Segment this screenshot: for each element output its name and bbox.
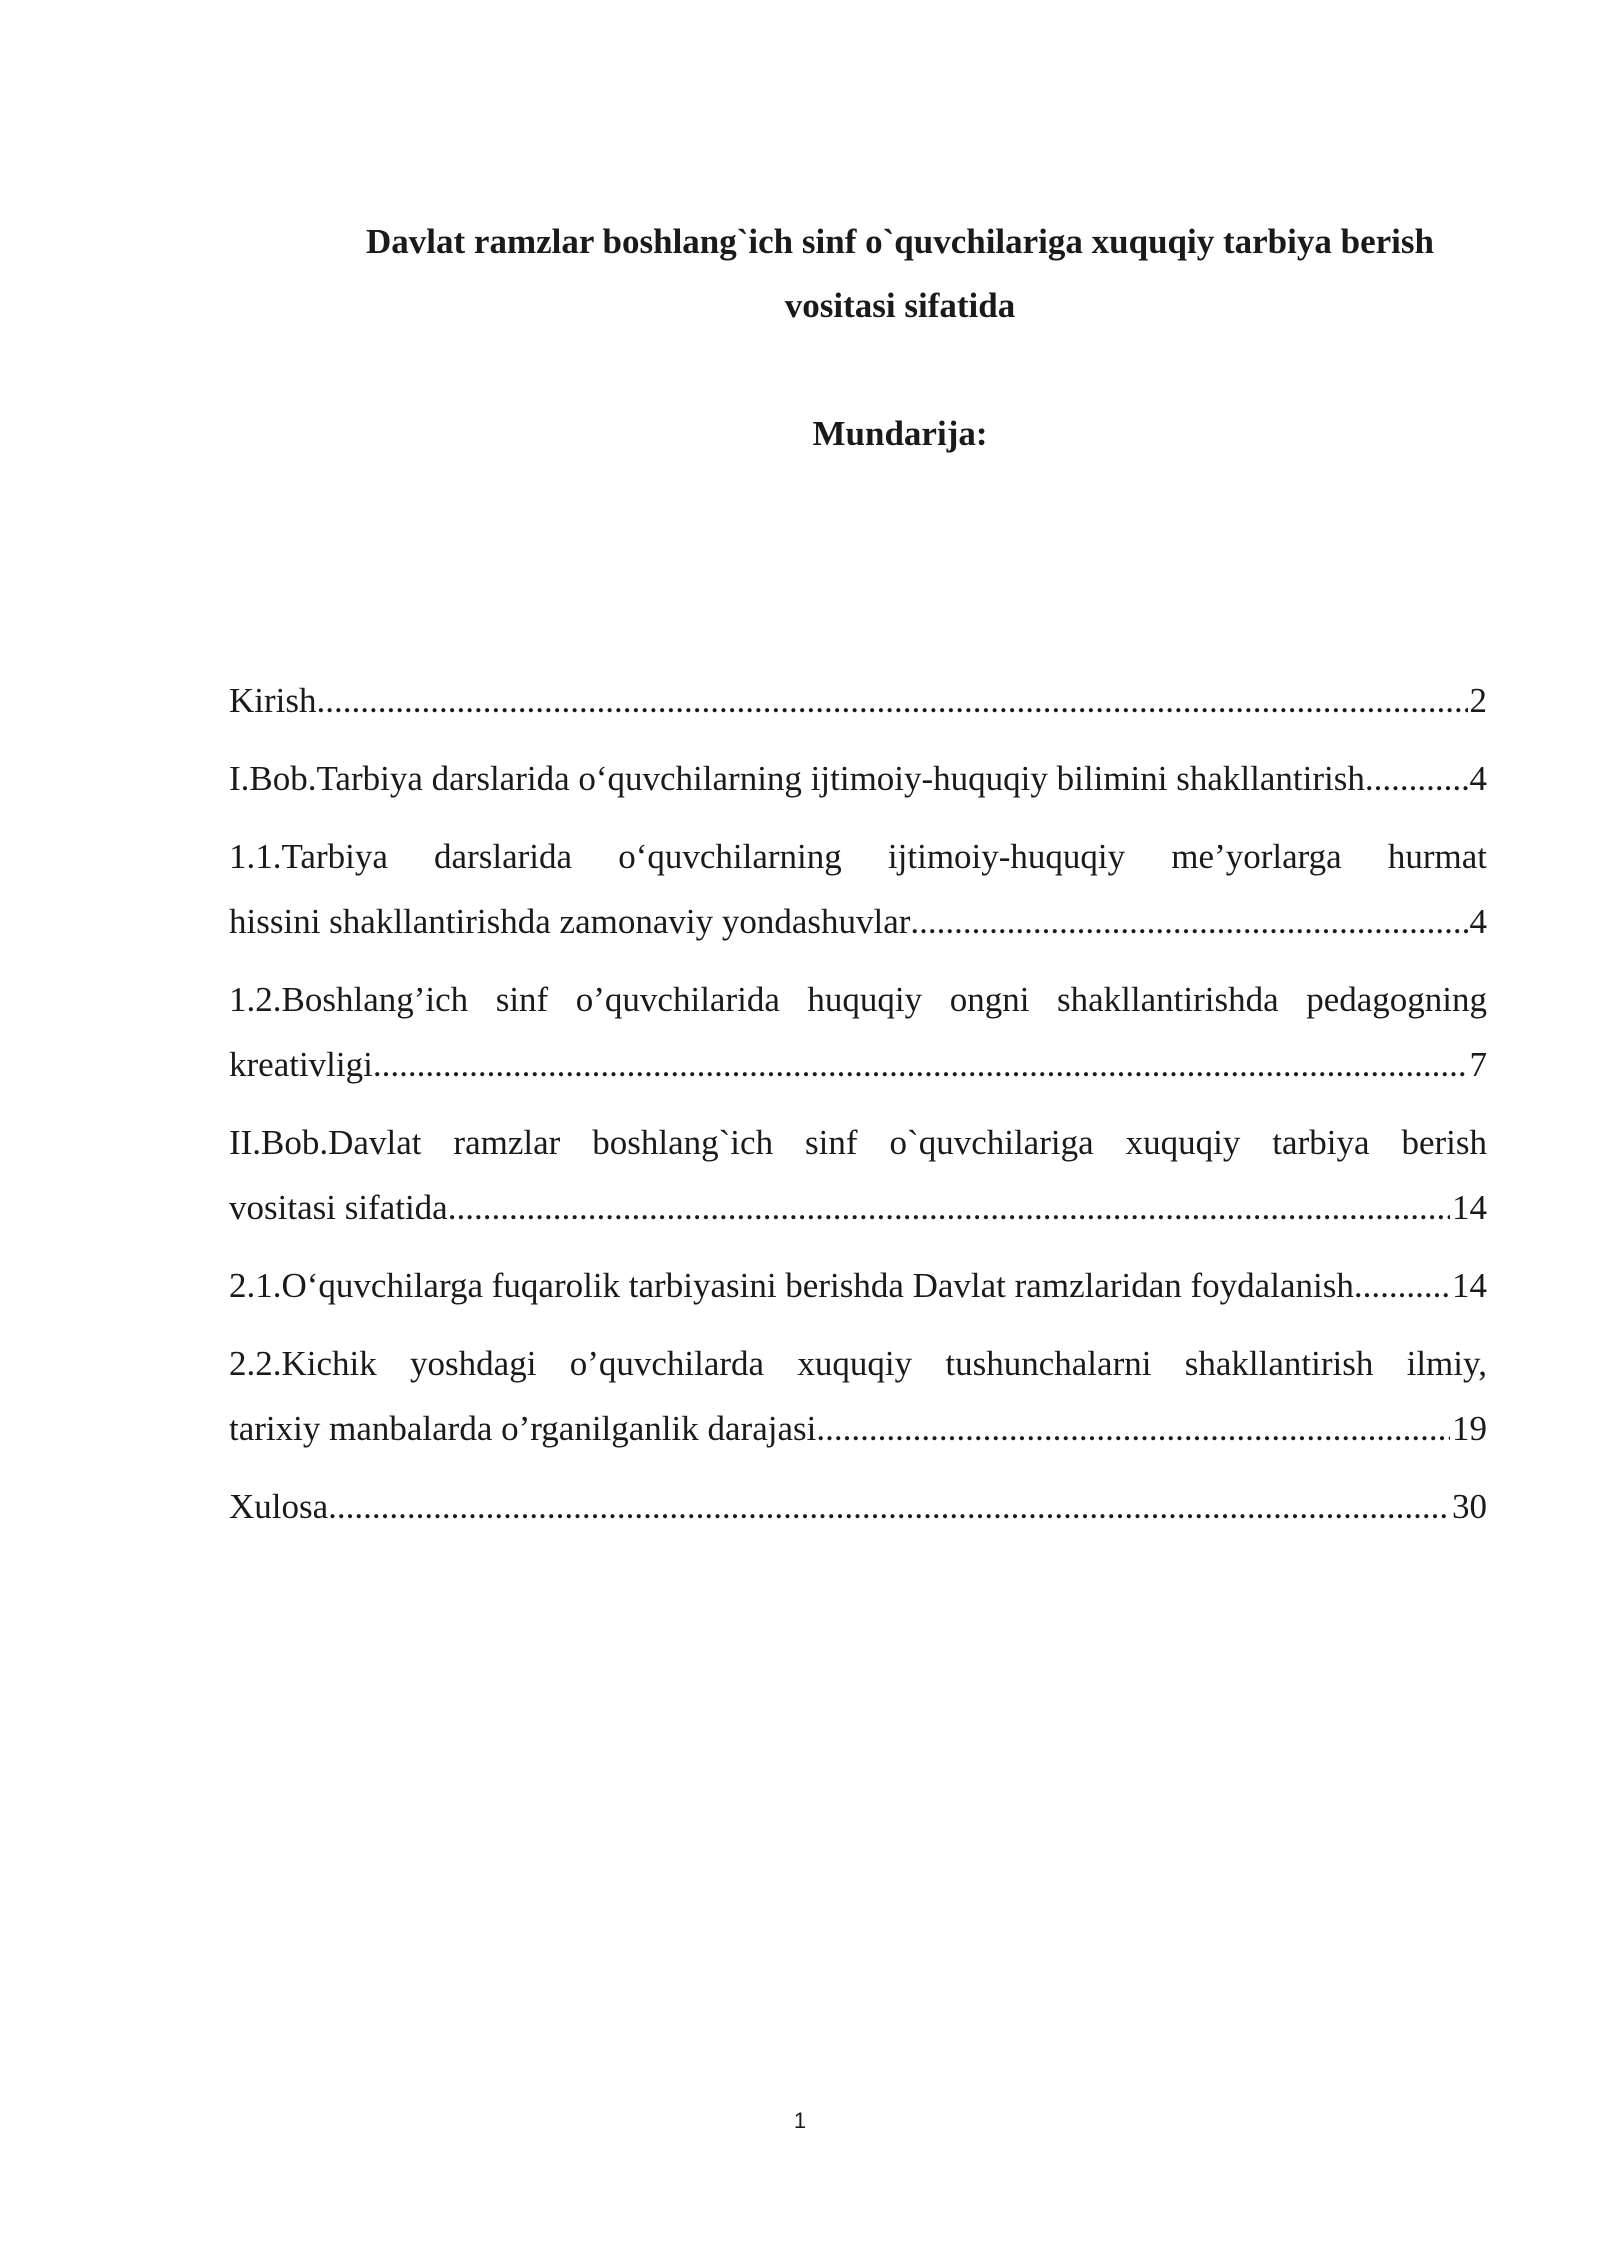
toc-entry-page: 2 (1469, 681, 1487, 720)
page-number: 1 (793, 2108, 807, 2133)
toc-entry-title: Xulosa (229, 1487, 329, 1526)
toc-entry[interactable] (229, 668, 1487, 733)
toc-leader-dots (328, 1474, 1450, 1539)
document-title (300, 210, 1500, 338)
toc-entry-page: 4 (1469, 759, 1487, 798)
document-title-line-1: Davlat ramzlar boshlang`ich sinf o`quvchilariga xuquqiy tarbiya berish (366, 222, 1434, 261)
toc-entry-title: 2.1.O‘quvchilarga fuqarolik tarbiyasini berishda Davlat ramzlaridan foydalanish. (229, 1266, 1363, 1305)
toc-entry-page: 7 (1469, 1045, 1487, 1084)
toc-entry-line (229, 1474, 1487, 1539)
toc-entry[interactable] (229, 1331, 1487, 1461)
toc-entry-line (229, 1175, 1487, 1240)
toc-entry[interactable] (229, 967, 1487, 1097)
toc-entry[interactable] (229, 824, 1487, 954)
toc-entry-line: 1.1.Tarbiya darslarida o‘quvchilarning ijtimoiy-huquqiy me’yorlarga hurmat (229, 837, 1487, 876)
toc-leader-dots (317, 668, 1468, 733)
toc-entry-page: 30 (1452, 1487, 1487, 1526)
toc-leader-dots (448, 1175, 1450, 1240)
toc-entry-line: 1.2.Boshlang’ich sinf o’quvchilarida huquqiy ongni shakllantirishda pedagogning (229, 980, 1487, 1019)
toc-entry-line (229, 889, 1487, 954)
toc-leader-dots (1374, 746, 1468, 811)
toc-entry-page: 14 (1452, 1266, 1487, 1305)
toc-entry-page: 14 (1452, 1188, 1487, 1227)
toc-entry-line (229, 1032, 1487, 1097)
toc-entry-title: Kirish (229, 681, 317, 720)
contents-heading: Mundarija: (812, 414, 988, 453)
toc-leader-dots (910, 889, 1467, 954)
toc-entry-line (229, 668, 1487, 733)
toc-entry-title: vositasi sifatida (229, 1188, 448, 1227)
toc-entry-line (229, 746, 1487, 811)
toc-entry[interactable] (229, 1110, 1487, 1240)
toc-leader-dots (816, 1396, 1450, 1461)
toc-entry-page: 19 (1452, 1409, 1487, 1448)
toc-entry-line (229, 1253, 1487, 1318)
toc-entry-line (229, 1396, 1487, 1461)
toc-entry-title: tarixiy manbalarda o’rganilganlik darajasi (229, 1409, 817, 1448)
toc-entry-title: I.Bob.Tarbiya darslarida o‘quvchilarning ijtimoiy-huquqiy bilimini shakllantirish. (229, 759, 1374, 798)
toc-entry[interactable] (229, 1474, 1487, 1539)
table-of-contents (229, 668, 1487, 1552)
toc-entry[interactable] (229, 746, 1487, 811)
toc-entry-page: 4 (1469, 902, 1487, 941)
toc-entry-title: kreativligi (229, 1045, 373, 1084)
toc-entry-line: 2.2.Kichik yoshdagi o’quvchilarda xuquqiy tushunchalarni shakllantirish ilmiy, (229, 1344, 1487, 1383)
document-title-line-2: vositasi sifatida (784, 286, 1016, 325)
toc-entry-line: II.Bob.Davlat ramzlar boshlang`ich sinf o`quvchilariga xuquqiy tarbiya berish (229, 1123, 1487, 1162)
toc-entry[interactable] (229, 1253, 1487, 1318)
toc-leader-dots (373, 1032, 1468, 1097)
toc-entry-title: hissini shakllantirishda zamonaviy yondashuvlar (229, 902, 911, 941)
toc-leader-dots (1363, 1253, 1450, 1318)
